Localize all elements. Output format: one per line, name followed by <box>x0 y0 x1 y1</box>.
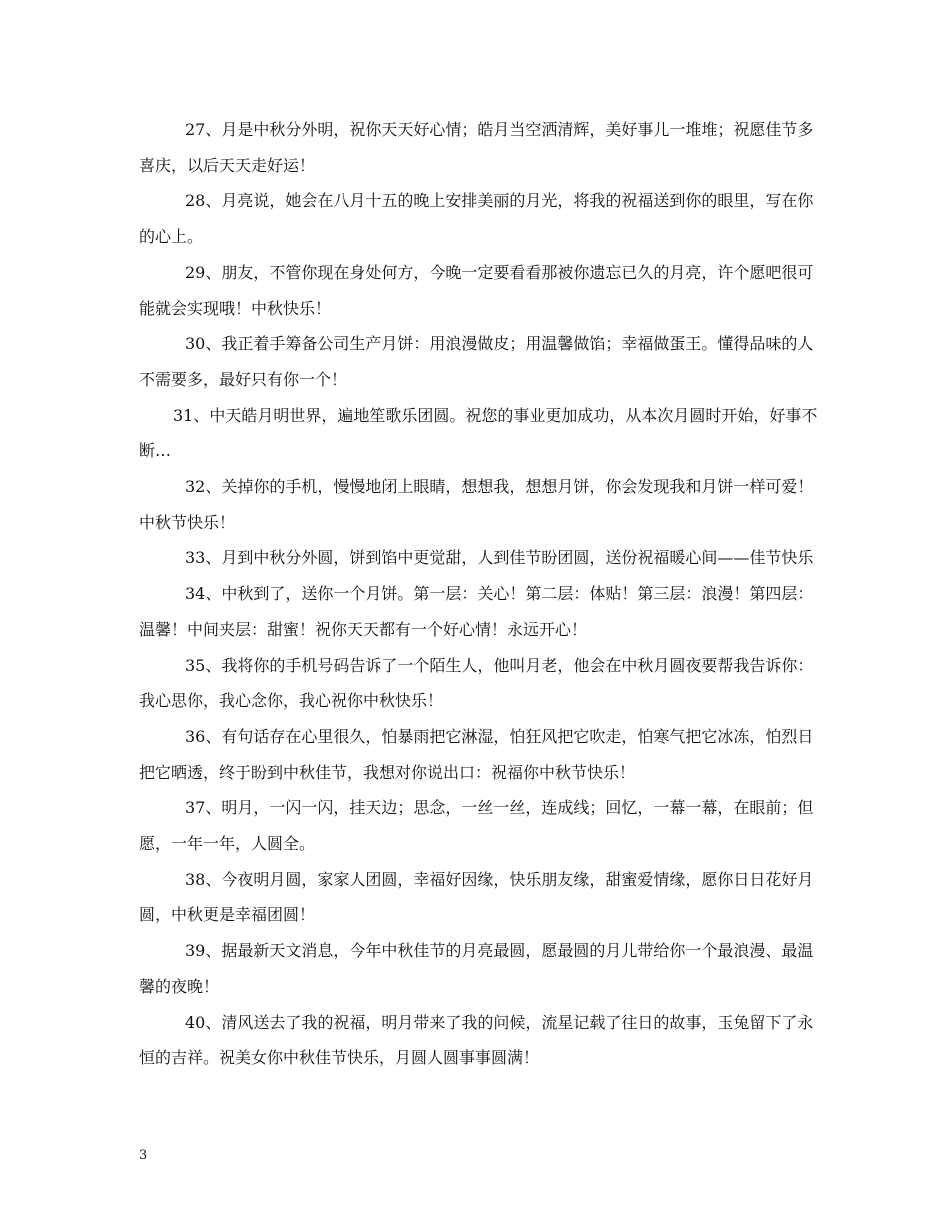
paragraph-32: 32、关掉你的手机，慢慢地闭上眼睛，想想我，想想月饼，你会发现我和月饼一样可爱！中秋节快乐！ <box>139 477 814 532</box>
paragraph-28: 28、月亮说，她会在八月十五的晚上安排美丽的月光，将我的祝福送到你的眼里，写在你的心上。 <box>139 191 814 247</box>
paragraph-29: 29、朋友，不管你现在身处何方，今晚一定要看看那被你遗忘已久的月亮，许个愿吧很可能就会实现哦！中秋快乐！ <box>139 262 814 318</box>
paragraph-27: 27、月是中秋分外明，祝你天天好心情；皓月当空洒清辉，美好事儿一堆堆；祝愿佳节多喜庆，以后天天走好运！ <box>139 120 814 175</box>
paragraph-33: 33、月到中秋分外圆，饼到馅中更觉甜，人到佳节盼团圆，送份祝福暖心间——佳节快乐 <box>185 548 814 568</box>
paragraph-40: 40、清风送去了我的祝福，明月带来了我的问候，流星记载了往日的故事，玉兔留下了永恒的吉祥。祝美女你中秋佳节快乐，月圆人圆事事圆满！ <box>139 1012 814 1068</box>
paragraph-37: 37、明月，一闪一闪，挂天边；思念，一丝一丝，连成线；回忆，一幕一幕，在眼前；但愿，一年一年，人圆全。 <box>139 798 814 854</box>
paragraph-36: 36、有句话存在心里很久，怕暴雨把它淋湿，怕狂风把它吹走，怕寒气把它冰冻，怕烈日把它晒透，终于盼到中秋佳节，我想对你说出口：祝福你中秋节快乐！ <box>139 726 814 782</box>
paragraph-30: 30、我正着手筹备公司生产月饼：用浪漫做皮；用温馨做馅；幸福做蛋王。懂得品味的人不需要多，最好只有你一个！ <box>139 334 814 389</box>
paragraph-35: 35、我将你的手机号码告诉了一个陌生人，他叫月老，他会在中秋月圆夜要帮我告诉你：我心思你，我心念你，我心祝你中秋快乐！ <box>139 655 814 711</box>
paragraph-39: 39、据最新天文消息，今年中秋佳节的月亮最圆，愿最圆的月儿带给你一个最浪漫、最温馨的夜晚！ <box>139 941 814 996</box>
paragraph-34: 34、中秋到了，送你一个月饼。第一层：关心！第二层：体贴！第三层：浪漫！第四层：温馨！中间夹层：甜蜜！祝你天天都有一个好心情！永远开心！ <box>139 584 814 639</box>
paragraph-38: 38、今夜明月圆，家家人团圆，幸福好因缘，快乐朋友缘，甜蜜爱情缘，愿你日日花好月圆，中秋更是幸福团圆！ <box>139 869 814 925</box>
document-body <box>139 112 829 1076</box>
paragraph-31: 31、中天皓月明世界，遍地笙歌乐团圆。祝您的事业更加成功，从本次月圆时开始，好事不断… <box>139 405 818 461</box>
page-number: 3 <box>139 1148 148 1163</box>
